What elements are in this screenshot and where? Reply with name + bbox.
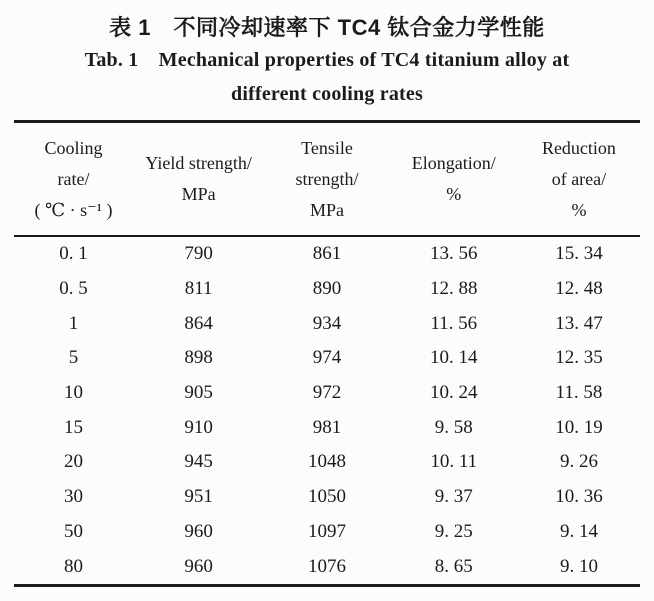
table-row xyxy=(14,480,640,515)
table-row xyxy=(14,445,640,480)
table-row xyxy=(14,341,640,376)
cell-elongation: 10. 14 xyxy=(429,347,478,369)
header-cooling-rate xyxy=(14,123,133,235)
cell-yield-strength: 951 xyxy=(184,486,213,508)
cell-reduction-of-area: 10. 36 xyxy=(555,486,603,508)
table-row xyxy=(14,306,640,341)
table-header-row xyxy=(14,123,640,237)
header-line: ( ℃ · s⁻¹ ) xyxy=(34,199,113,220)
cell-reduction-of-area: 11. 58 xyxy=(555,382,603,404)
cell-yield-strength: 905 xyxy=(184,382,213,404)
cell-yield-strength: 960 xyxy=(184,520,213,542)
table-title-english-line1: Tab. 1 Mechanical properties of TC4 titanium alloy at xyxy=(84,49,570,71)
header-line: Cooling xyxy=(44,137,103,158)
mechanical-properties-table xyxy=(14,120,640,587)
cell-yield-strength: 898 xyxy=(184,347,213,369)
cell-cooling-rate: 15 xyxy=(63,416,83,438)
cell-tensile-strength: 974 xyxy=(312,347,342,369)
cell-yield-strength: 864 xyxy=(184,312,213,334)
cell-elongation: 10. 11 xyxy=(430,451,478,473)
cell-reduction-of-area: 13. 47 xyxy=(555,312,603,334)
cell-elongation: 8. 65 xyxy=(434,555,473,577)
header-line: Reduction xyxy=(541,137,616,158)
table-title-english-line2: different cooling rates xyxy=(231,83,423,105)
header-line: % xyxy=(446,184,462,204)
cell-cooling-rate: 20 xyxy=(63,451,83,473)
cell-cooling-rate: 0. 1 xyxy=(59,243,88,265)
cell-tensile-strength: 1097 xyxy=(307,520,346,542)
header-yield-strength xyxy=(133,123,264,235)
table-title-chinese: 表 1 不同冷却速率下 TC4 钛合金力学性能 xyxy=(109,15,545,40)
cell-tensile-strength: 934 xyxy=(312,312,342,334)
header-line: Tensile xyxy=(301,137,353,158)
table-row xyxy=(14,549,640,584)
cell-reduction-of-area: 12. 48 xyxy=(555,278,603,300)
header-line: strength/ xyxy=(295,168,359,189)
cell-tensile-strength: 981 xyxy=(312,416,342,438)
cell-elongation: 9. 37 xyxy=(434,486,473,508)
header-line: Elongation/ xyxy=(411,153,496,173)
header-line: of area/ xyxy=(551,168,607,189)
cell-elongation: 12. 88 xyxy=(429,278,478,300)
cell-elongation: 9. 58 xyxy=(434,416,473,438)
cell-reduction-of-area: 9. 10 xyxy=(559,555,598,577)
cell-tensile-strength: 890 xyxy=(312,278,342,300)
table-row xyxy=(14,272,640,307)
cell-cooling-rate: 5 xyxy=(68,347,79,369)
cell-yield-strength: 945 xyxy=(184,451,213,473)
table-row xyxy=(14,237,640,272)
header-tensile-strength xyxy=(264,123,389,235)
cell-cooling-rate: 30 xyxy=(63,486,83,508)
table-row xyxy=(14,410,640,445)
cell-tensile-strength: 1048 xyxy=(307,451,346,473)
cell-cooling-rate: 10 xyxy=(63,382,83,404)
table-row xyxy=(14,376,640,411)
header-line: rate/ xyxy=(57,168,90,189)
cell-reduction-of-area: 9. 14 xyxy=(559,520,598,542)
cell-yield-strength: 960 xyxy=(184,555,213,577)
table-body xyxy=(14,237,640,587)
cell-cooling-rate: 50 xyxy=(63,520,83,542)
table-row xyxy=(14,515,640,550)
header-line: MPa xyxy=(309,199,344,220)
cell-elongation: 13. 56 xyxy=(429,243,478,265)
cell-cooling-rate: 1 xyxy=(68,312,79,334)
cell-yield-strength: 910 xyxy=(184,416,213,438)
cell-yield-strength: 811 xyxy=(184,278,213,300)
cell-cooling-rate: 80 xyxy=(63,555,83,577)
header-line: MPa xyxy=(181,184,216,204)
cell-elongation: 9. 25 xyxy=(434,520,473,542)
cell-reduction-of-area: 15. 34 xyxy=(555,243,603,265)
header-reduction-of-area xyxy=(518,123,640,235)
cell-yield-strength: 790 xyxy=(184,243,213,265)
cell-elongation: 10. 24 xyxy=(429,382,478,404)
cell-reduction-of-area: 10. 19 xyxy=(555,416,603,438)
cell-tensile-strength: 861 xyxy=(312,243,342,265)
header-line: % xyxy=(571,199,587,220)
cell-tensile-strength: 1076 xyxy=(307,555,346,577)
cell-tensile-strength: 1050 xyxy=(307,486,346,508)
cell-elongation: 11. 56 xyxy=(430,312,478,334)
cell-tensile-strength: 972 xyxy=(312,382,342,404)
cell-reduction-of-area: 9. 26 xyxy=(559,451,598,473)
cell-cooling-rate: 0. 5 xyxy=(59,278,88,300)
header-elongation xyxy=(390,123,518,235)
header-line: Yield strength/ xyxy=(145,153,252,173)
cell-reduction-of-area: 12. 35 xyxy=(555,347,603,369)
